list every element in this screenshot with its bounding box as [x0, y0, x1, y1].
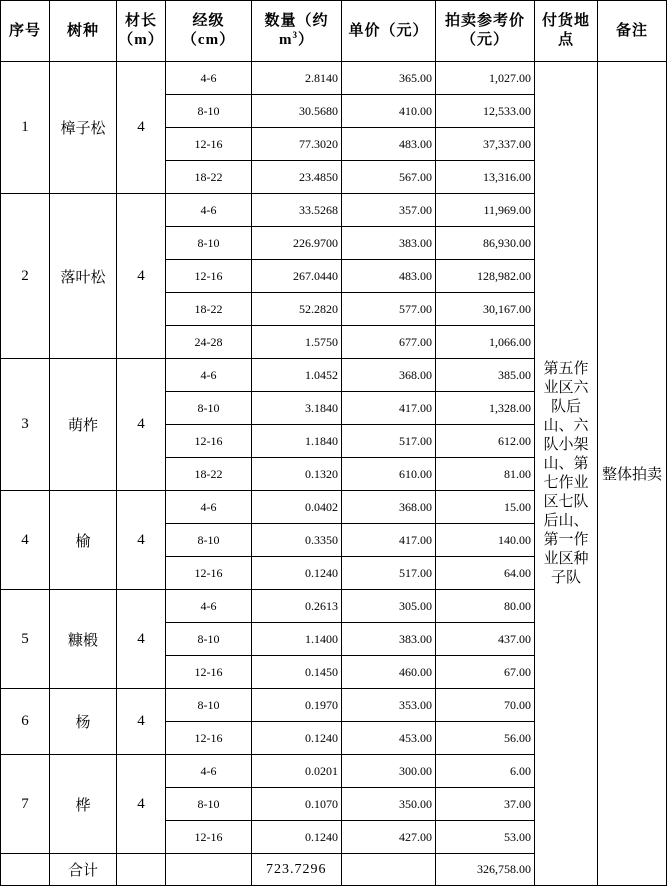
timber-length: 4	[117, 359, 166, 491]
reference-price-cell: 15.00	[436, 491, 535, 524]
unit-price-cell: 453.00	[342, 722, 436, 755]
unit-price-cell: 383.00	[342, 227, 436, 260]
unit-price-cell: 368.00	[342, 491, 436, 524]
species-name: 萌柞	[50, 359, 117, 491]
header-remark: 备注	[598, 1, 667, 62]
unit-price-cell: 350.00	[342, 788, 436, 821]
total-quantity: 723.7296	[252, 854, 342, 886]
diameter-cell: 4-6	[166, 590, 252, 623]
quantity-cell: 2.8140	[252, 62, 342, 95]
reference-price-cell: 13,316.00	[436, 161, 535, 194]
diameter-cell: 18-22	[166, 458, 252, 491]
diameter-cell: 8-10	[166, 623, 252, 656]
unit-price-cell: 460.00	[342, 656, 436, 689]
group-number: 5	[1, 590, 50, 689]
quantity-cell: 0.3350	[252, 524, 342, 557]
reference-price-cell: 81.00	[436, 458, 535, 491]
quantity-cell: 3.1840	[252, 392, 342, 425]
reference-price-cell: 11,969.00	[436, 194, 535, 227]
quantity-cell: 1.1840	[252, 425, 342, 458]
quantity-cell: 0.1240	[252, 722, 342, 755]
header-quantity: 数量（约 $m^3$）	[252, 1, 342, 62]
table-row	[1, 62, 667, 95]
reference-price-cell: 12,533.00	[436, 95, 535, 128]
species-name: 榆	[50, 491, 117, 590]
reference-price-cell: 30,167.00	[436, 293, 535, 326]
reference-price-cell: 80.00	[436, 590, 535, 623]
unit-price-cell: 383.00	[342, 623, 436, 656]
diameter-cell: 12-16	[166, 656, 252, 689]
header-no: 序号	[1, 1, 50, 62]
total-blank-cell	[1, 854, 50, 886]
reference-price-cell: 37,337.00	[436, 128, 535, 161]
reference-price-cell: 56.00	[436, 722, 535, 755]
species-name: 桦	[50, 755, 117, 854]
diameter-cell: 8-10	[166, 788, 252, 821]
diameter-cell: 12-16	[166, 128, 252, 161]
group-number: 6	[1, 689, 50, 755]
quantity-cell: 52.2820	[252, 293, 342, 326]
remark-cell: 整体拍卖	[598, 62, 667, 886]
diameter-cell: 12-16	[166, 722, 252, 755]
unit-price-cell: 427.00	[342, 821, 436, 854]
group-number: 7	[1, 755, 50, 854]
reference-price-cell: 612.00	[436, 425, 535, 458]
quantity-cell: 0.0402	[252, 491, 342, 524]
unit-price-cell: 517.00	[342, 557, 436, 590]
reference-price-cell: 1,066.00	[436, 326, 535, 359]
diameter-cell: 4-6	[166, 194, 252, 227]
diameter-cell: 4-6	[166, 359, 252, 392]
quantity-cell: 1.1400	[252, 623, 342, 656]
quantity-cell: 0.1240	[252, 557, 342, 590]
quantity-cell: 0.1320	[252, 458, 342, 491]
quantity-cell: 0.0201	[252, 755, 342, 788]
unit-price-cell: 567.00	[342, 161, 436, 194]
reference-price-cell: 437.00	[436, 623, 535, 656]
quantity-cell: 226.9700	[252, 227, 342, 260]
reference-price-cell: 37.00	[436, 788, 535, 821]
reference-price-cell: 70.00	[436, 689, 535, 722]
unit-price-cell: 417.00	[342, 392, 436, 425]
diameter-cell: 8-10	[166, 524, 252, 557]
quantity-cell: 1.5750	[252, 326, 342, 359]
header-row	[1, 1, 667, 62]
unit-price-cell: 417.00	[342, 524, 436, 557]
total-blank-cell	[342, 854, 436, 886]
header-unit-price: 单价（元）	[342, 1, 436, 62]
timber-length: 4	[117, 755, 166, 854]
species-name: 樟子松	[50, 62, 117, 194]
diameter-cell: 24-28	[166, 326, 252, 359]
group-number: 3	[1, 359, 50, 491]
table-body	[1, 62, 667, 886]
diameter-cell: 18-22	[166, 293, 252, 326]
species-name: 落叶松	[50, 194, 117, 359]
group-number: 2	[1, 194, 50, 359]
unit-price-cell: 577.00	[342, 293, 436, 326]
diameter-cell: 8-10	[166, 392, 252, 425]
reference-price-cell: 385.00	[436, 359, 535, 392]
quantity-cell: 23.4850	[252, 161, 342, 194]
diameter-cell: 8-10	[166, 227, 252, 260]
unit-price-cell: 365.00	[342, 62, 436, 95]
diameter-cell: 4-6	[166, 491, 252, 524]
diameter-cell: 12-16	[166, 821, 252, 854]
header-reference-price: 拍卖参考价 （元）	[436, 1, 535, 62]
species-name: 糠椴	[50, 590, 117, 689]
unit-price-cell: 610.00	[342, 458, 436, 491]
timber-length: 4	[117, 689, 166, 755]
diameter-cell: 4-6	[166, 755, 252, 788]
quantity-cell: 267.0440	[252, 260, 342, 293]
unit-price-cell: 483.00	[342, 128, 436, 161]
diameter-cell: 12-16	[166, 260, 252, 293]
timber-length: 4	[117, 194, 166, 359]
unit-price-cell: 368.00	[342, 359, 436, 392]
reference-price-cell: 67.00	[436, 656, 535, 689]
header-length: 材长 （m）	[117, 1, 166, 62]
quantity-cell: 30.5680	[252, 95, 342, 128]
reference-price-cell: 128,982.00	[436, 260, 535, 293]
unit-price-cell: 517.00	[342, 425, 436, 458]
diameter-cell: 12-16	[166, 425, 252, 458]
group-number: 1	[1, 62, 50, 194]
total-blank-cell	[117, 854, 166, 886]
reference-price-cell: 6.00	[436, 755, 535, 788]
timber-length: 4	[117, 62, 166, 194]
quantity-cell: 77.3020	[252, 128, 342, 161]
species-name: 杨	[50, 689, 117, 755]
diameter-cell: 4-6	[166, 62, 252, 95]
reference-price-cell: 53.00	[436, 821, 535, 854]
reference-price-cell: 86,930.00	[436, 227, 535, 260]
delivery-location: 第五作业区六队后山、六队小架山、第七作业区七队后山、第一作业区种子队	[535, 62, 598, 886]
quantity-cell: 0.1970	[252, 689, 342, 722]
diameter-cell: 12-16	[166, 557, 252, 590]
reference-price-cell: 1,328.00	[436, 392, 535, 425]
quantity-cell: 0.1450	[252, 656, 342, 689]
quantity-cell: 33.5268	[252, 194, 342, 227]
diameter-cell: 8-10	[166, 689, 252, 722]
total-blank-cell	[166, 854, 252, 886]
reference-price-cell: 140.00	[436, 524, 535, 557]
unit-price-cell: 300.00	[342, 755, 436, 788]
unit-price-cell: 677.00	[342, 326, 436, 359]
timber-length: 4	[117, 491, 166, 590]
header-delivery-location: 付货地点	[535, 1, 598, 62]
header-species: 树种	[50, 1, 117, 62]
total-reference-price: 326,758.00	[436, 854, 535, 886]
diameter-cell: 8-10	[166, 95, 252, 128]
total-label: 合计	[50, 854, 117, 886]
reference-price-cell: 64.00	[436, 557, 535, 590]
diameter-cell: 18-22	[166, 161, 252, 194]
quantity-cell: 0.1240	[252, 821, 342, 854]
quantity-cell: 0.1070	[252, 788, 342, 821]
unit-price-cell: 353.00	[342, 689, 436, 722]
unit-price-cell: 483.00	[342, 260, 436, 293]
unit-price-cell: 410.00	[342, 95, 436, 128]
unit-price-cell: 357.00	[342, 194, 436, 227]
reference-price-cell: 1,027.00	[436, 62, 535, 95]
timber-length: 4	[117, 590, 166, 689]
quantity-cell: 0.2613	[252, 590, 342, 623]
header-diameter: 经级 （cm）	[166, 1, 252, 62]
unit-price-cell: 305.00	[342, 590, 436, 623]
quantity-cell: 1.0452	[252, 359, 342, 392]
group-number: 4	[1, 491, 50, 590]
